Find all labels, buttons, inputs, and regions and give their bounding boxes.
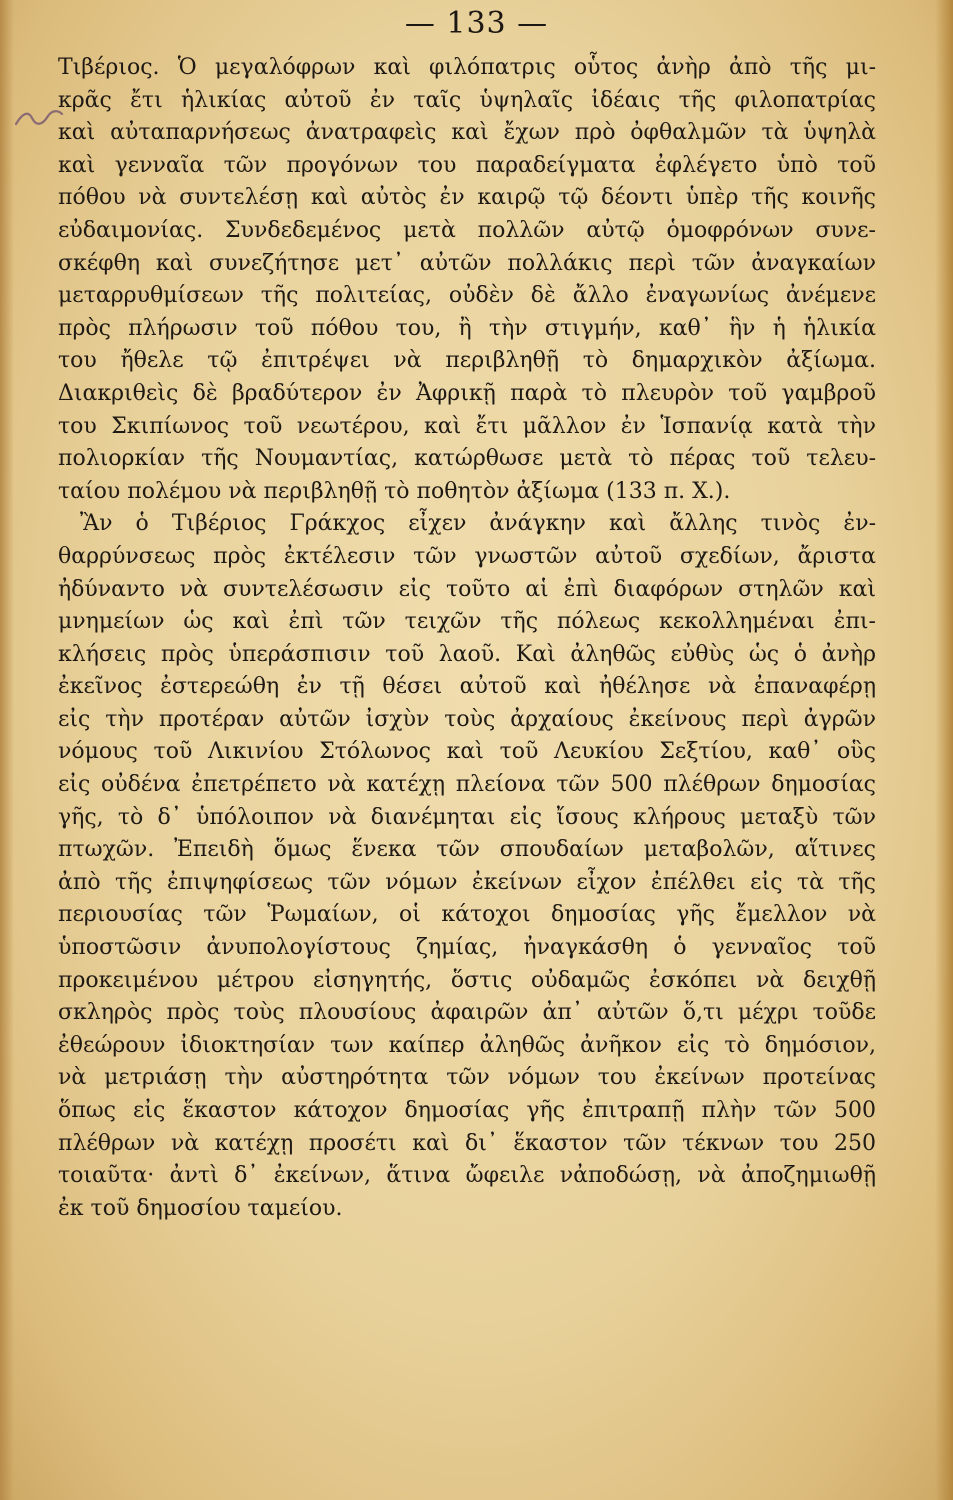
text-line: προκειμένου μέτρου εἰσηγητής, ὅστις οὐδαμῶς ἐσκόπει νὰ δειχθῇ (58, 967, 876, 993)
page-edge-shadow-left (0, 0, 14, 1500)
text-line: πρὸς πλήρωσιν τοῦ πόθου του, ἢ τὴν στιγμήν, καθ᾽ ἣν ἡ ἡλικία (58, 315, 876, 341)
text-line: του Σκιπίωνος τοῦ νεωτέρου, καὶ ἔτι μᾶλλον ἐν Ἱσπανίᾳ κατὰ τὴν (58, 413, 876, 439)
text-line: ἐθεώρουν ἰδιοκτησίαν των καίπερ ἀληθῶς ἀνῆκον εἰς τὸ δημόσιον, (58, 1032, 876, 1058)
text-line: ἀπὸ τῆς ἐπιψηφίσεως τῶν νόμων ἐκείνων εἶχον ἐπέλθει εἰς τὰ τῆς (58, 869, 876, 895)
text-line: Τιβέριος. Ὁ μεγαλόφρων καὶ φιλόπατρις οὗτος ἀνὴρ ἀπὸ τῆς μι- (58, 55, 876, 80)
text-line: καὶ αὐταπαρνήσεως ἀνατραφεὶς καὶ ἔχων πρὸ ὀφθαλμῶν τὰ ὑψηλὰ (58, 120, 876, 146)
page-number: — 133 — (404, 6, 549, 41)
text-line: γῆς, τὸ δ᾽ ὑπόλοιπον νὰ διανέμηται εἰς ἴσους κλήρους μεταξὺ τῶν (58, 804, 876, 830)
text-line: τοιαῦτα· ἀντὶ δ᾽ ἐκείνων, ἅτινα ὤφειλε νἀποδώσῃ, νὰ ἀποζημιωθῇ (58, 1163, 876, 1189)
paragraph-1 (58, 52, 876, 508)
pencil-margin-mark (14, 104, 64, 132)
text-line: ὑποστῶσιν ἀνυπολογίστους ζημίας, ἠναγκάσθη ὁ γενναῖος τοῦ (58, 935, 876, 961)
text-line: εἰς οὐδένα ἐπετρέπετο νὰ κατέχῃ πλείονα τῶν 500 πλέθρων δημοσίας (58, 772, 876, 798)
text-line: κλήσεις πρὸς ὑπεράσπισιν τοῦ λαοῦ. Καὶ ἀληθῶς εὐθὺς ὡς ὁ ἀνὴρ (58, 641, 876, 667)
text-line: ἐκεῖνος ἐστερεώθη ἐν τῇ θέσει αὐτοῦ καὶ ἠθέλησε νὰ ἐπαναφέρῃ (58, 674, 876, 700)
text-line: εἰς τὴν προτέραν αὐτῶν ἰσχὺν τοὺς ἀρχαίους ἐκείνους περὶ ἀγρῶν (58, 706, 876, 732)
text-line: μνημείων ὡς καὶ ἐπὶ τῶν τειχῶν τῆς πόλεως κεκολλημέναι ἐπι- (58, 609, 876, 635)
text-line: καὶ γενναῖα τῶν προγόνων του παραδείγματα ἐφλέγετο ὑπὸ τοῦ (58, 152, 876, 178)
paragraph-2 (58, 508, 876, 1225)
text-line: πτωχῶν. Ἐπειδὴ ὅμως ἕνεκα τῶν σπουδαίων μεταβολῶν, αἵτινες (58, 837, 876, 863)
text-line: θαρρύνσεως πρὸς ἐκτέλεσιν τῶν γνωστῶν αὐτοῦ σχεδίων, ἄριστα (58, 543, 876, 569)
text-line: περιουσίας τῶν Ῥωμαίων, οἱ κάτοχοι δημοσίας γῆς ἔμελλον νὰ (58, 902, 876, 928)
text-line: πλέθρων νὰ κατέχῃ προσέτι καὶ δι᾽ ἕκαστον τῶν τέκνων του 250 (58, 1130, 876, 1156)
text-line: κρᾶς ἔτι ἡλικίας αὐτοῦ ἐν ταῖς ὑψηλαῖς ἰδέαις τῆς φιλοπατρίας (58, 87, 876, 113)
text-line: νόμους τοῦ Λικινίου Στόλωνος καὶ τοῦ Λευκίου Σεξτίου, καθ᾽ οὓς (58, 739, 876, 765)
text-line: σκληρὸς πρὸς τοὺς πλουσίους ἀφαιρῶν ἀπ᾽ αὐτῶν ὅ,τι μέχρι τοῦδε (58, 1000, 876, 1026)
text-line: ἐκ τοῦ δημοσίου ταμείου. (58, 1195, 343, 1221)
text-line: Διακριθεὶς δὲ βραδύτερον ἐν Ἀφρικῇ παρὰ τὸ πλευρὸν τοῦ γαμβροῦ (58, 380, 876, 406)
text-line: σκέφθη καὶ συνεζήτησε μετ᾽ αὐτῶν πολλάκις περὶ τῶν ἀναγκαίων (58, 250, 876, 276)
text-line: πόθου νὰ συντελέσῃ καὶ αὐτὸς ἐν καιρῷ τῷ δέοντι ὑπὲρ τῆς κοινῆς (58, 185, 876, 211)
text-line: ἠδύναντο νὰ συντελέσωσιν εἰς τοῦτο αἱ ἐπὶ διαφόρων στηλῶν καὶ (58, 576, 876, 602)
body-text (58, 52, 876, 1225)
text-line: πολιορκίαν τῆς Νουμαντίας, κατώρθωσε μετὰ τὸ πέρας τοῦ τελευ- (58, 446, 876, 472)
page-edge-shadow-right (935, 0, 953, 1500)
text-line: νὰ μετριάσῃ τὴν αὐστηρότητα τῶν νόμων του ἐκείνων προτείνας (58, 1065, 876, 1091)
text-line: του ἤθελε τῷ ἐπιτρέψει νὰ περιβληθῇ τὸ δημαρχικὸν ἀξίωμα. (58, 348, 876, 374)
text-line: εὐδαιμονίας. Συνδεδεμένος μετὰ πολλῶν αὐτῷ ὁμοφρόνων συνε- (58, 217, 876, 243)
text-line: ὅπως εἰς ἕκαστον κάτοχον δημοσίας γῆς ἐπιτραπῇ πλὴν τῶν 500 (58, 1098, 876, 1123)
text-line: Ἂν ὁ Τιβέριος Γράκχος εἶχεν ἀνάγκην καὶ ἄλλης τινὸς ἐν- (80, 511, 876, 537)
text-line: μεταρρυθμίσεων τῆς πολιτείας, οὐδὲν δὲ ἄλλο ἐναγωνίως ἀνέμενε (58, 283, 876, 309)
text-line: ταίου πολέμου νὰ περιβληθῇ τὸ ποθητὸν ἀξίωμα (133 π. Χ.). (58, 478, 731, 504)
